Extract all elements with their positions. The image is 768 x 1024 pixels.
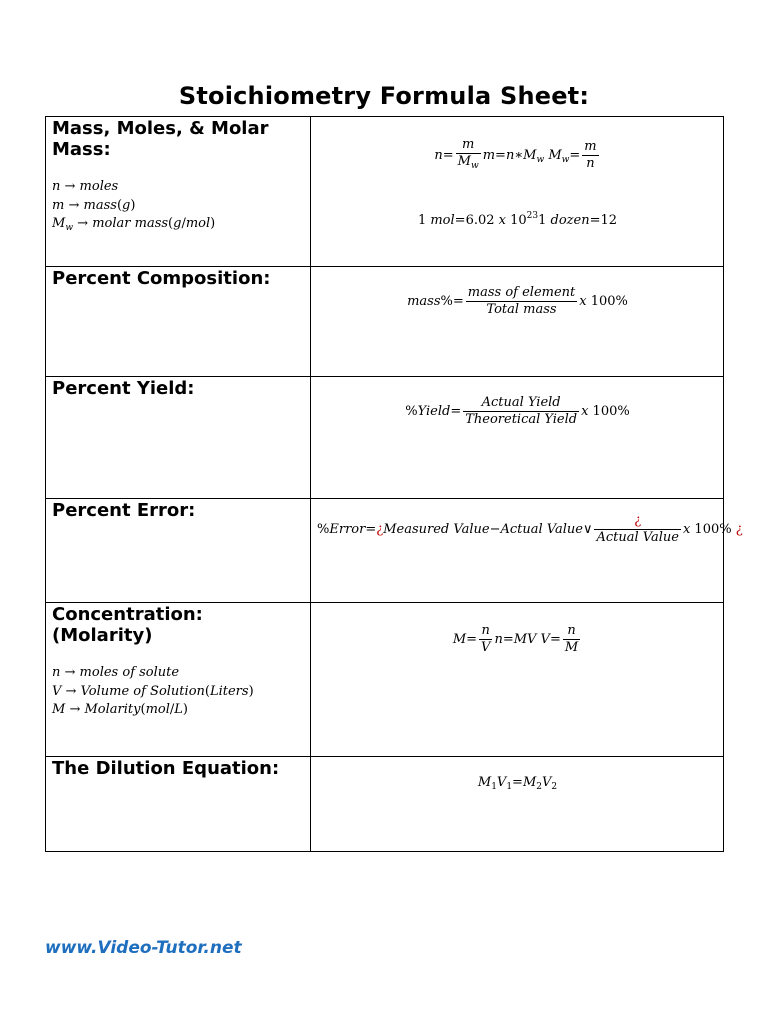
- definition-moles: n → moles: [52, 179, 119, 194]
- formula-cell-percent-composition: [311, 267, 724, 377]
- formula-cell-dilution: [311, 757, 724, 852]
- formula-moles-mass-relation: n= $\frac{m}{M_w}$ $m=n∗M_w$ $M_w=$ $\frac{m}{n}$: [434, 137, 597, 171]
- formula-percent-yield: %Yield= $\frac{\text{Actual Yield}}{\text{Theoretical Yield}}$ x 100%: [405, 395, 630, 427]
- definitions-concentration: [52, 664, 304, 720]
- formula-table: [45, 116, 743, 852]
- formula-dilution: $M_1V_1=M_2V_2$: [477, 775, 558, 792]
- formula-avogadro: 1 mol=6.02 x $10^{23}1$ dozen=12: [417, 211, 618, 228]
- page-title: Stoichiometry Formula Sheet:: [178, 82, 590, 110]
- row-dilution: [46, 757, 724, 852]
- definition-molar-mass: $M_w$ → molar mass(g/mol): [52, 216, 216, 233]
- section-heading-percent-yield: Percent Yield:: [52, 378, 195, 399]
- definition-mass: m → mass(g): [52, 197, 136, 213]
- label-cell-percent-yield: [46, 377, 311, 499]
- section-heading-percent-composition: Percent Composition:: [52, 268, 271, 289]
- row-mass-moles: [46, 117, 724, 267]
- row-percent-error: [46, 499, 724, 603]
- formula-cell-concentration: [311, 603, 724, 757]
- definition-moles-solute: n → moles of solute: [52, 665, 180, 680]
- row-percent-yield: [46, 377, 724, 499]
- formula-cell-mass-moles: [311, 117, 724, 267]
- definitions-mass-moles: [52, 178, 304, 238]
- formula-cell-percent-error: [311, 499, 743, 603]
- section-heading-mass-moles: Mass, Moles, & Molar Mass:: [52, 118, 269, 160]
- formula-cell-percent-yield: [311, 377, 724, 499]
- section-heading-percent-error: Percent Error:: [52, 500, 196, 521]
- formula-percent-error: %Error=¿Measured Value−Actual Value∨ $\frac{¿}{\text{Actual Value}}$ x 100% ¿: [317, 513, 743, 545]
- section-heading-dilution: The Dilution Equation:: [52, 758, 280, 779]
- label-cell-percent-error: [46, 499, 311, 603]
- label-cell-concentration: [46, 603, 311, 757]
- definition-volume: V → Volume of Solution(Liters): [52, 683, 254, 699]
- section-heading-concentration: Concentration: (Molarity): [52, 604, 203, 646]
- label-cell-percent-composition: [46, 267, 311, 377]
- formula-molarity: M= $\frac{n}{V}$ n=MV V= $\frac{n}{M}$: [452, 623, 579, 655]
- row-percent-composition: [46, 267, 724, 377]
- footer-website-link[interactable]: www.Video-Tutor.net: [45, 938, 242, 958]
- row-concentration: [46, 603, 724, 757]
- label-cell-mass-moles: [46, 117, 311, 267]
- formula-percent-composition: mass%= $\frac{\text{mass of element}}{\text{Total mass}}$ x 100%: [407, 285, 628, 317]
- label-cell-dilution: [46, 757, 311, 852]
- definition-molarity: M → Molarity(mol/L): [52, 702, 188, 717]
